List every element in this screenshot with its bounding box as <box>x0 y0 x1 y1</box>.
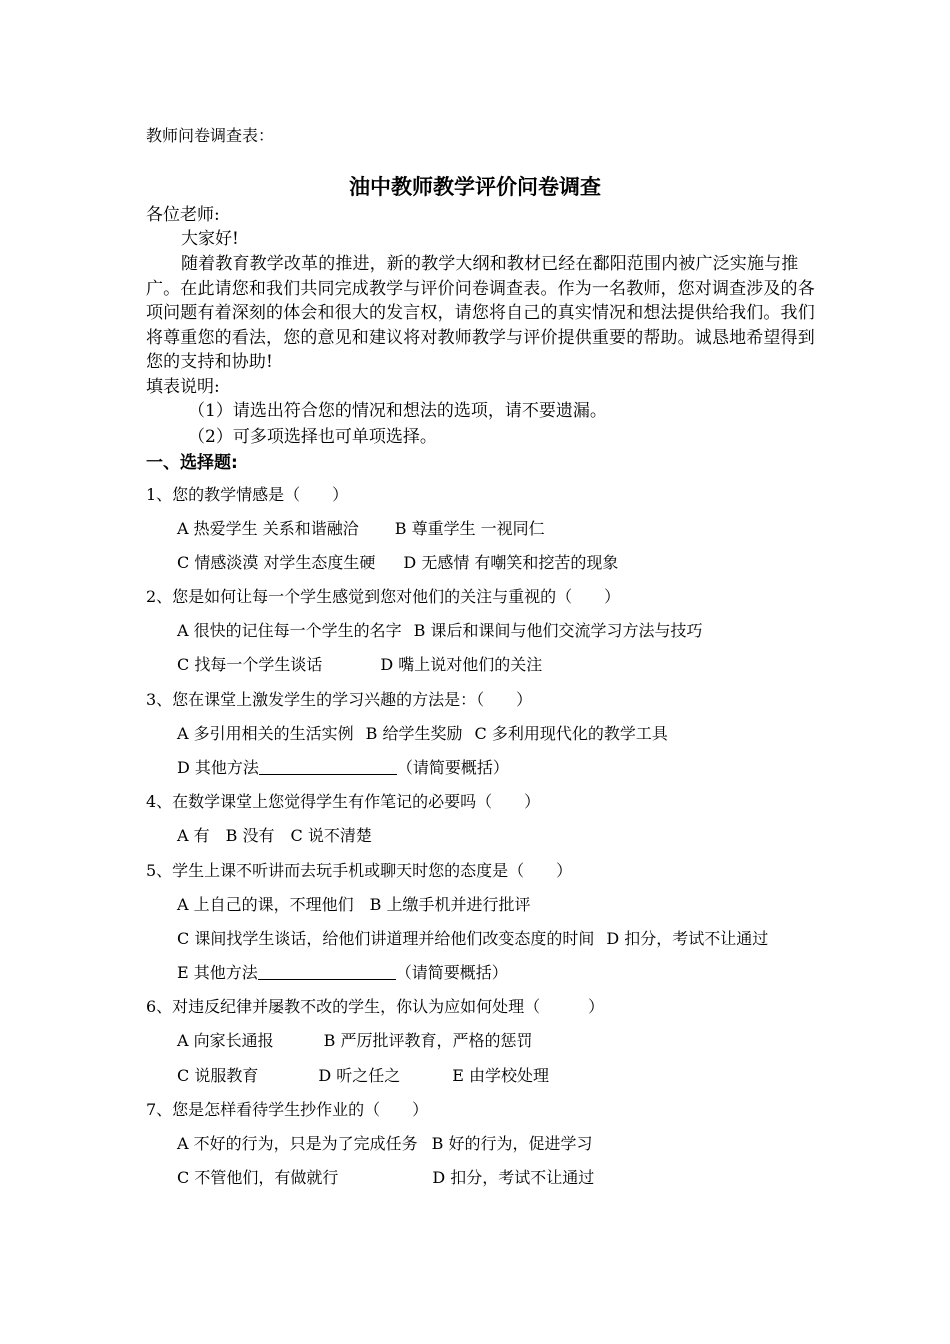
question-stem: 7、您是怎样看待学生抄作业的（ ） <box>146 1100 429 1119</box>
question-stem: 3、您在课堂上激发学生的学习兴趣的方法是：（ ） <box>146 690 533 709</box>
question-option-row <box>177 963 508 983</box>
question-stem: 5、学生上课不听讲而去玩手机或聊天时您的态度是（ ） <box>146 861 573 880</box>
page-title: 油中教师教学评价问卷调查 <box>349 175 601 199</box>
option: B 课后和课间与他们交流学习方法与技巧 <box>413 621 703 640</box>
answer-blank[interactable] <box>259 758 397 775</box>
question-option-row <box>177 553 618 573</box>
greeting: 大家好! <box>181 229 239 249</box>
question-option-row <box>177 1168 594 1188</box>
question-stem: 2、您是如何让每一个学生感觉到您对他们的关注与重视的（ ） <box>146 587 621 606</box>
option: B 上缴手机并进行批评 <box>369 895 531 914</box>
question-option-row <box>177 1134 593 1154</box>
option-hint: （请简要概括） <box>396 758 509 777</box>
intro-paragraph: 随着教育教学改革的推进，新的教学大纲和教材已经在鄱阳范围内被广泛实施与推广。在此请您和我们共同完成教学与评价问卷调查表。作为一名教师，您对调查涉及的各项问题有着深刻的体会和很大的发言权，请您将自己的真实情况和想法提供给我们。我们将尊重您的看法，您的意见和建议将对教师教学与评价提供重要的帮助。诚恳地希望得到您的支持和协助! <box>146 254 815 372</box>
question-option-row <box>177 758 509 778</box>
option: C 多利用现代化的教学工具 <box>474 724 668 743</box>
question-option-row <box>177 895 531 915</box>
note-item: （2）可多项选择也可单项选择。 <box>188 427 437 447</box>
question-option-row <box>177 724 668 744</box>
option: A 不好的行为，只是为了完成任务 <box>177 1134 418 1153</box>
option: D 听之任之 <box>318 1066 401 1085</box>
salutation: 各位老师: <box>146 205 220 225</box>
option: C 找每一个学生谈话 <box>177 655 323 674</box>
question-option-row <box>177 826 372 846</box>
option: D 无感情 有嘲笑和挖苦的现象 <box>403 553 619 572</box>
option: D 嘴上说对他们的关注 <box>380 655 543 674</box>
option: A 有 <box>177 826 210 845</box>
option: A 向家长通报 <box>177 1031 274 1050</box>
option: C 课间找学生谈话，给他们讲道理并给他们改变态度的时间 <box>177 929 595 948</box>
question-option-row <box>177 1066 549 1086</box>
option: C 说不清楚 <box>290 826 372 845</box>
question-stem: 6、对违反纪律并屡教不改的学生，你认为应如何处理（ ） <box>146 997 605 1016</box>
question-option-row <box>177 655 542 675</box>
option: C 情感淡漠 对学生态度生硬 <box>177 553 376 572</box>
option: E 其他方法 <box>177 963 258 982</box>
option: C 说服教育 <box>177 1066 259 1085</box>
question-option-row <box>177 1031 533 1051</box>
option: B 尊重学生 一视同仁 <box>394 519 545 538</box>
note-item: （1）请选出符合您的情况和想法的选项，请不要遗漏。 <box>188 401 607 421</box>
question-option-row <box>177 519 545 539</box>
option: A 热爱学生 关系和谐融洽 <box>177 519 359 538</box>
answer-blank[interactable] <box>258 963 396 980</box>
option: B 好的行为，促进学习 <box>431 1134 593 1153</box>
option: B 没有 <box>225 826 275 845</box>
question-stem: 1、您的教学情感是（ ） <box>146 485 349 504</box>
option: B 给学生奖励 <box>365 724 463 743</box>
option: A 多引用相关的生活实例 <box>177 724 354 743</box>
option: B 严厉批评教育，严格的惩罚 <box>323 1031 533 1050</box>
notes-heading: 填表说明: <box>146 377 220 397</box>
section-heading: 一、选择题: <box>146 453 238 473</box>
option: D 扣分，考试不让通过 <box>606 929 769 948</box>
option: D 其他方法 <box>177 758 259 777</box>
option: D 扣分，考试不让通过 <box>432 1168 595 1187</box>
option: A 很快的记住每一个学生的名字 <box>177 621 402 640</box>
question-option-row <box>177 929 768 949</box>
question-stem: 4、在数学课堂上您觉得学生有作笔记的必要吗（ ） <box>146 792 541 811</box>
option: C 不管他们，有做就行 <box>177 1168 339 1187</box>
option: A 上自己的课，不理他们 <box>177 895 354 914</box>
pre-title: 教师问卷调查表： <box>146 126 275 145</box>
option: E 由学校处理 <box>452 1066 550 1085</box>
option-hint: （请简要概括） <box>395 963 508 982</box>
question-option-row <box>177 621 703 641</box>
